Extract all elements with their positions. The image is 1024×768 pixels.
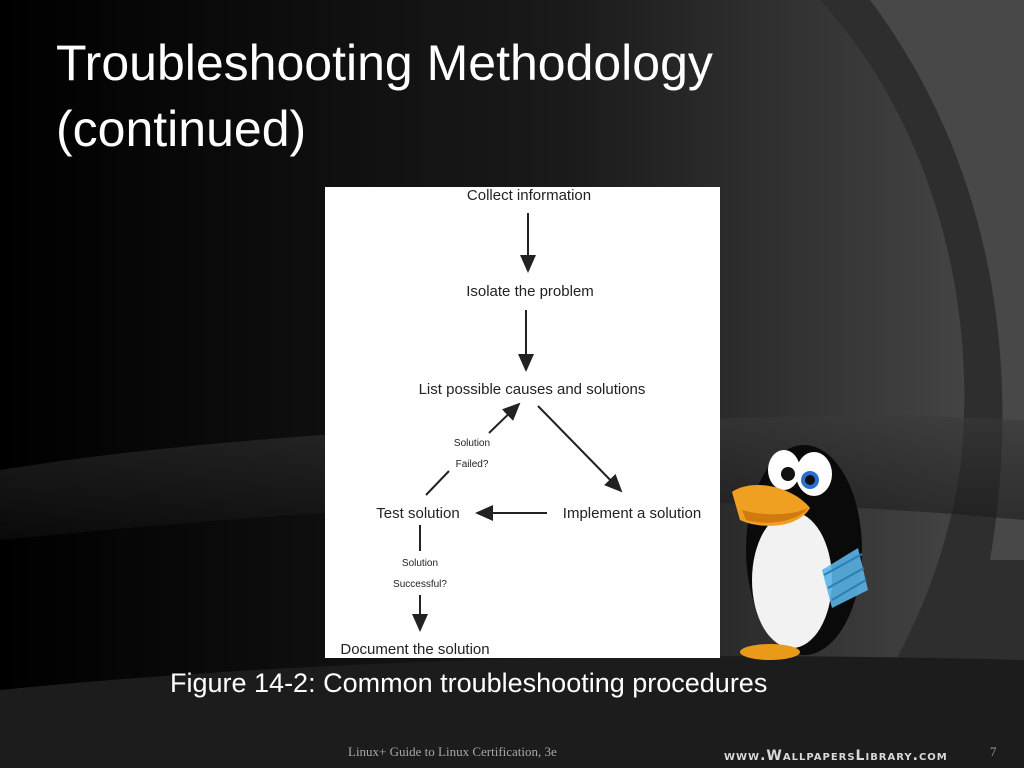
node-list-causes: List possible causes and solutions: [418, 381, 646, 398]
node-collect-information: Collect information: [466, 187, 592, 204]
label-solution-failed-1: Solution: [453, 438, 491, 449]
arrow-test-to-list-upper: [489, 404, 519, 433]
slide-footer: Linux+ Guide to Linux Certification, 3e: [348, 744, 557, 759]
node-document-solution: Document the solution: [340, 641, 490, 658]
label-solution-successful-2: Successful?: [393, 579, 447, 590]
node-test-solution: Test solution: [376, 505, 460, 522]
arrow-test-to-list-lower: [426, 471, 449, 495]
figure-caption: Figure 14-2: Common troubleshooting procedures: [170, 668, 768, 698]
page-number: 7: [990, 744, 997, 759]
label-solution-successful-1: Solution: [401, 558, 439, 569]
node-isolate-problem: Isolate the problem: [466, 283, 594, 300]
title-line-2: (continued): [56, 101, 307, 157]
node-implement-solution: Implement a solution: [562, 505, 702, 522]
watermark-text: www.WallpapersLibrary.com: [724, 748, 948, 764]
tux-penguin-icon: [712, 430, 872, 660]
title-line-1: Troubleshooting Methodology: [56, 35, 713, 91]
label-solution-failed-2: Failed?: [455, 459, 489, 470]
arrow-list-to-implement: [538, 406, 621, 491]
slide-title: [56, 30, 816, 162]
flowchart-figure: [325, 187, 720, 658]
